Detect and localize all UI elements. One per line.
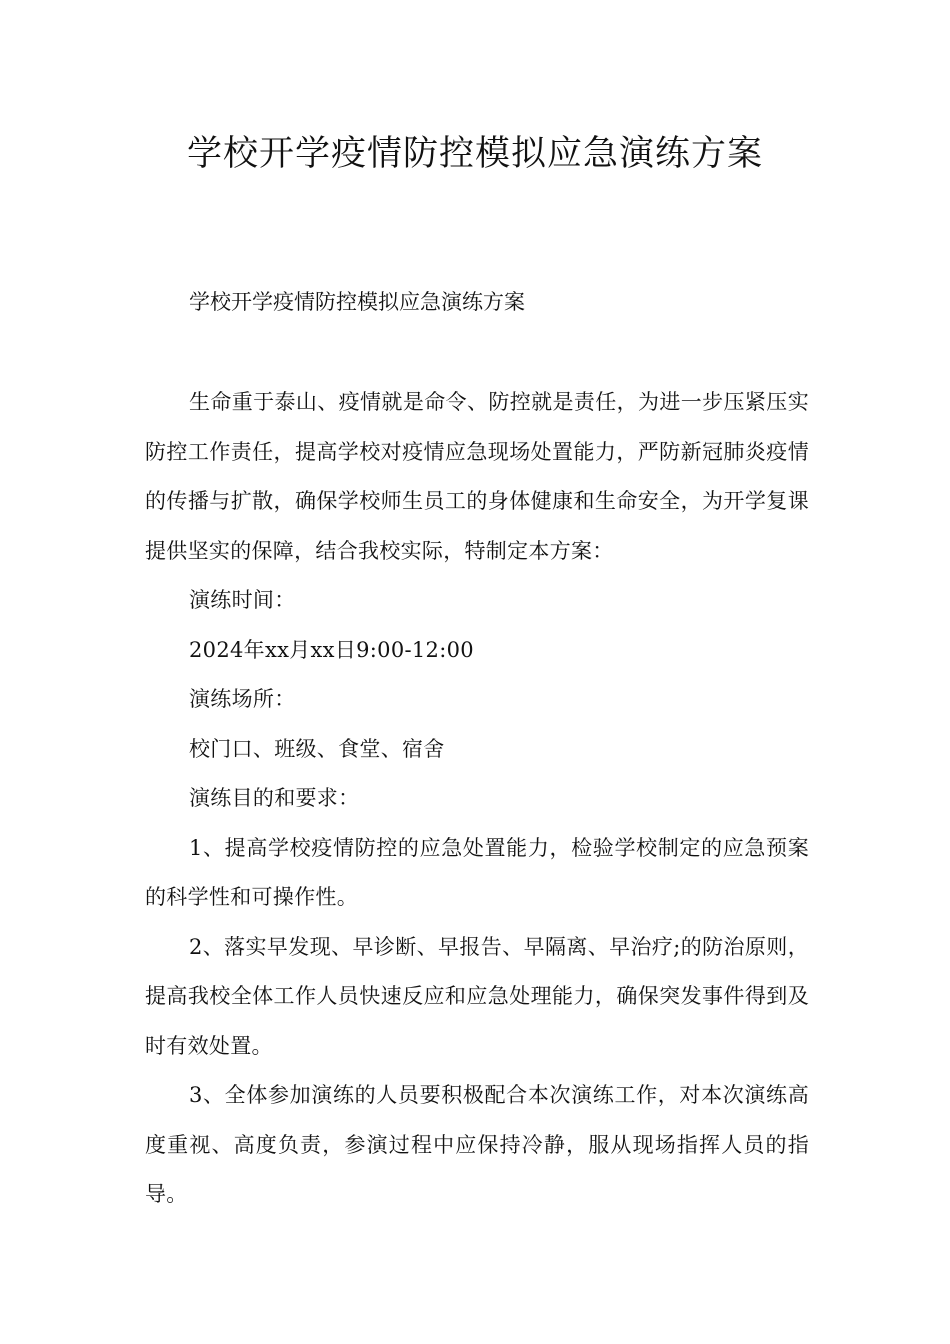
- drill-location-value: 校门口、班级、食堂、宿舍: [189, 736, 445, 761]
- drill-location-label: 演练场所：: [189, 687, 296, 711]
- goal-item-2: 2、落实早发现、早诊断、早报告、早隔离、早治疗;的防治原则，提高我校全体工作人员快速反应和应急处理能力，确保突发事件得到及时有效处置。: [145, 934, 809, 1058]
- goal-item-1: 1、提高学校疫情防控的应急处置能力，检验学校制定的应急预案的科学性和可操作性。: [145, 835, 809, 909]
- intro-paragraph: 生命重于泰山、疫情就是命令、防控就是责任，为进一步压紧压实防控工作责任，提高学校对疫情应急现场处置能力，严防新冠肺炎疫情的传播与扩散，确保学校师生员工的身体健康和生命安全，为开学复课提供坚实的保障，结合我校实际，特制定本方案：: [145, 390, 809, 563]
- drill-time-value: 2024年xx月xx日9:00-12:00: [189, 637, 474, 662]
- drill-goals-label: 演练目的和要求：: [189, 786, 360, 810]
- document-subtitle: 学校开学疫情防控模拟应急演练方案: [189, 290, 525, 314]
- document-title: 学校开学疫情防控模拟应急演练方案: [186, 134, 763, 174]
- goal-item-3: 3、全体参加演练的人员要积极配合本次演练工作，对本次演练高度重视、高度负责，参演过程中应保持冷静，服从现场指挥人员的指导。: [145, 1083, 809, 1206]
- drill-time-label: 演练时间：: [189, 588, 296, 612]
- document-body: [145, 378, 809, 1220]
